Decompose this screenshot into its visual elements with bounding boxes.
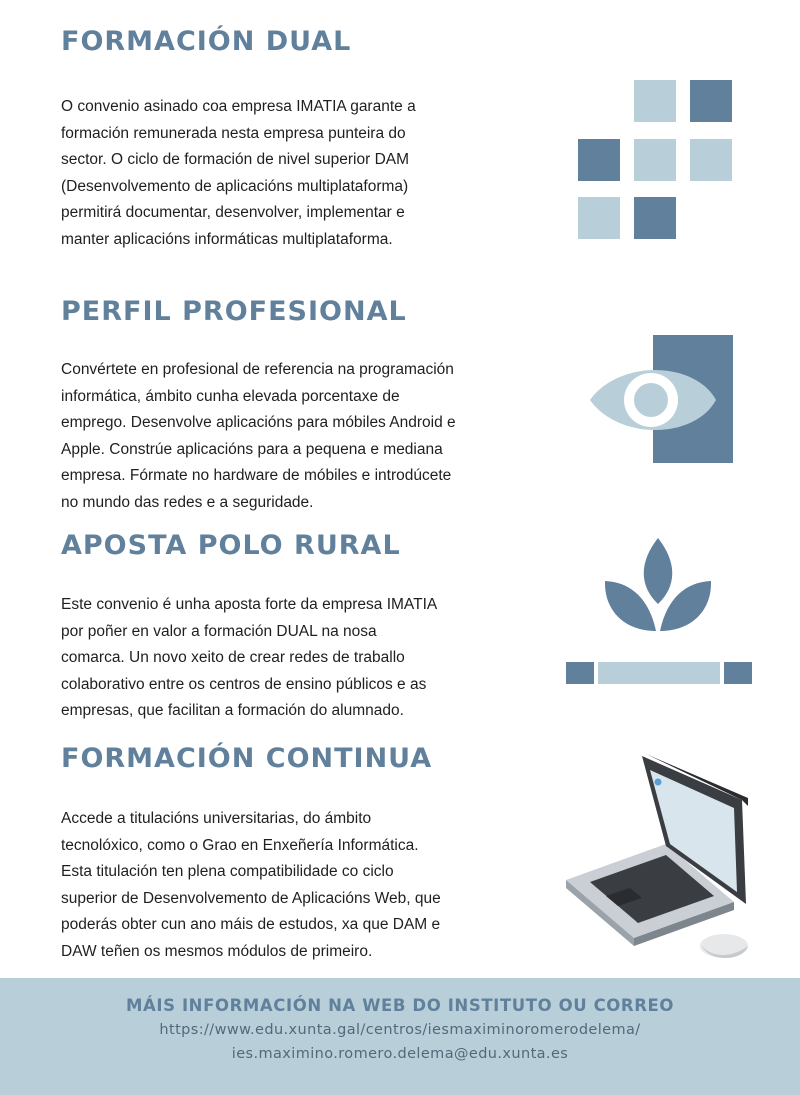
text-line: empresas, que facilitan a formación do alumnado. [61,702,404,719]
text-line: manter aplicacións informáticas multiplataforma. [61,230,393,248]
text-line: sector. O ciclo de formación de nivel superior DAM [61,151,410,168]
text-line: poderás obter cun ano máis de estudos, xa que DAM e [61,916,441,933]
grid-squares-icon [576,78,736,242]
text-line: DAW teñen os mesmos módulos de primeiro. [61,942,373,960]
footer-title: MÁIS INFORMACIÓN NA WEB DO INSTITUTO OU CORREO [125,996,675,1015]
text-line: Apple. Constrúe aplicacións para a pequena e mediana [61,440,443,458]
text-line: Este convenio é unha aposta forte da empresa IMATIA [61,596,438,613]
section-title-perfil-profesional: PERFIL PROFESIONAL [61,296,407,327]
footer-url-link[interactable]: https://www.edu.xunta.gal/centros/iesmaximinoromerodelema/ [159,1022,641,1038]
section-title-formacion-continua: FORMACIÓN CONTINUA [61,743,433,774]
text-line: Esta titulación ten plena compatibilidade co ciclo [61,863,394,880]
text-line: O convenio asinado coa empresa IMATIA garante a [61,98,416,115]
text-line: por poñer en valor a formación DUAL na nosa [61,622,377,640]
text-line: (Desenvolvemento de aplicacións multiplataforma) [61,177,409,195]
text-line: superior de Desenvolvemento de Aplicacións Web, que [61,889,441,907]
plant-icon [564,536,754,688]
section-text-perfil-profesional [61,357,456,516]
text-line: no mundo das redes e a seguridade. [61,493,314,511]
section-text-aposta-polo-rural [61,592,437,725]
text-line: emprego. Desenvolve aplicacións para móbiles Android e [61,414,456,431]
text-line: tecnolóxico, como o Grao en Enxeñería Informática. [61,836,419,854]
text-line: empresa. Fórmate no hardware de móbiles e introdúcete [61,467,452,484]
section-text-formacion-continua [61,806,441,965]
eye-icon [588,334,738,466]
text-line: comarca. Un novo xeito de crear redes de traballo [61,649,405,666]
section-title-formacion-dual: FORMACIÓN DUAL [61,26,352,57]
text-line: Convértete en profesional de referencia na programación [61,361,454,378]
text-line: permitirá documentar, desenvolver, implementar e [61,204,405,221]
footer [0,978,800,1095]
footer-email-link[interactable]: ies.maximino.romero.delema@edu.xunta.es [231,1046,569,1062]
section-title-aposta-polo-rural: APOSTA POLO RURAL [61,530,401,561]
text-line: colaborativo entre os centros de ensino públicos e as [61,675,427,693]
text-line: informática, ámbito cunha elevada porcentaxe de [61,387,400,405]
text-line: formación remunerada nesta empresa punteira do [61,124,406,142]
laptop-icon [562,748,758,968]
section-text-formacion-dual [61,94,416,253]
text-line: Accede a titulacións universitarias, do ámbito [61,810,372,827]
